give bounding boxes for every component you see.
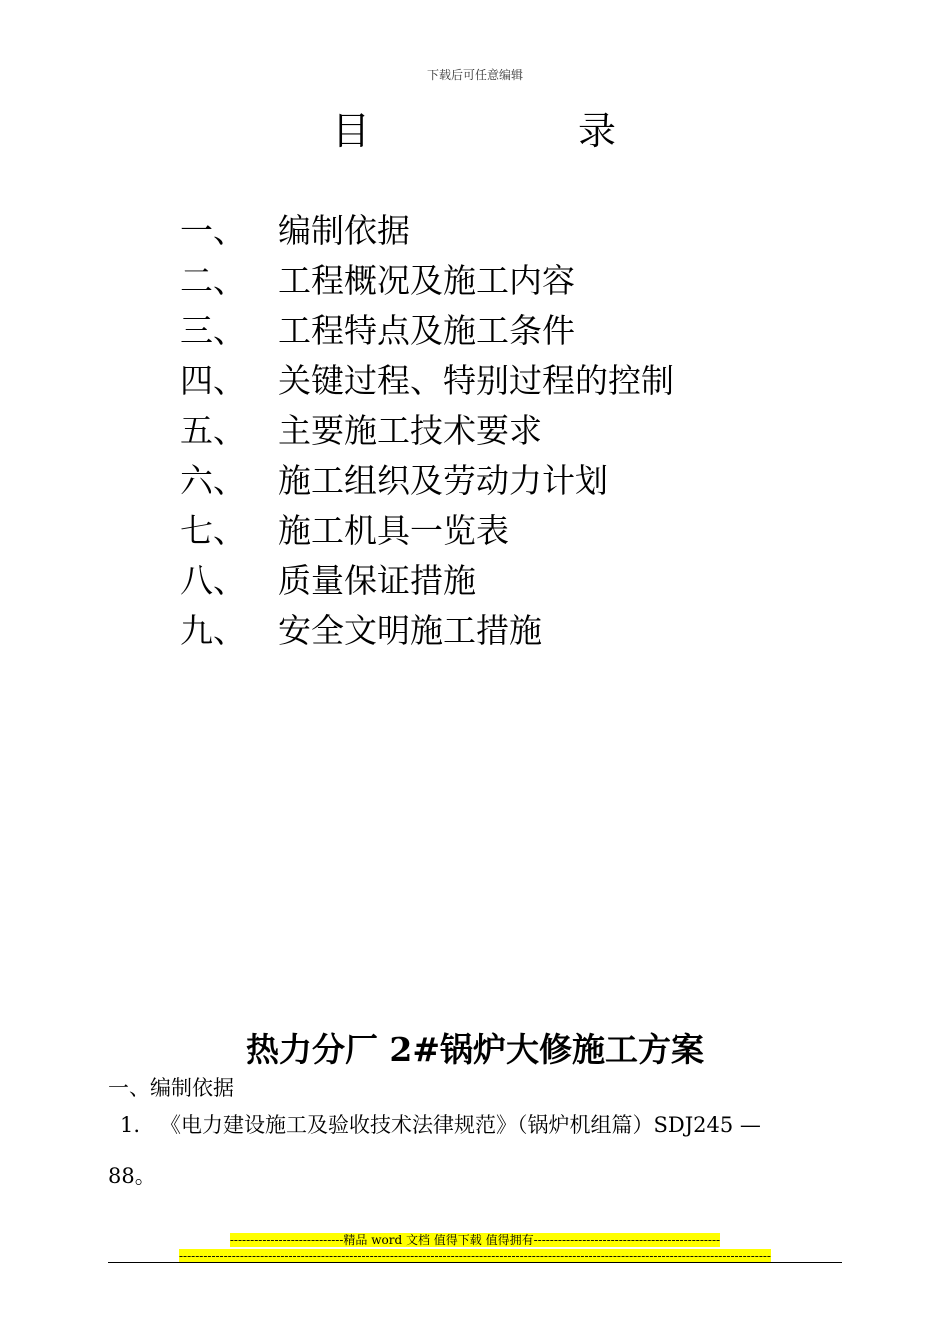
toc-item-number: 九、 [180, 611, 246, 650]
footer-dashes-text: -------------------------------------------------------------------------------------------------------------------------------------------------- [179, 1249, 771, 1263]
reference-text: 《电力建设施工及验收技术法律规范》（锅炉机组篇）SDJ245 — [160, 1113, 761, 1137]
toc-item-label: 关键过程、特别过程的控制 [278, 361, 674, 400]
toc-heading [0, 104, 950, 158]
toc-item-label: 编制依据 [278, 211, 410, 250]
toc-item [180, 606, 820, 656]
toc-item-number: 八、 [180, 561, 246, 600]
footer-banner [0, 1229, 950, 1246]
toc-heading-char-1: 目 [332, 109, 371, 153]
toc-item [180, 206, 820, 256]
section-heading: 一、编制依据 [108, 1076, 234, 1100]
toc-item-number: 四、 [180, 361, 246, 400]
footer-dashes [0, 1245, 950, 1262]
reference-number: 1. [120, 1113, 141, 1137]
toc-item [180, 306, 820, 356]
toc-item-number: 七、 [180, 511, 246, 550]
reference-text-continued: 88。 [108, 1164, 156, 1188]
toc-item [180, 506, 820, 556]
toc-item [180, 356, 820, 406]
toc-item-label: 施工机具一览表 [278, 511, 509, 550]
toc-item-label: 施工组织及劳动力计划 [278, 461, 608, 500]
footer-rule [108, 1262, 842, 1263]
footer-banner-text: ----------------------------精品 word 文档 值得下载 值得拥有---------------------------------------------- [229, 1233, 721, 1247]
toc-item-label: 质量保证措施 [278, 561, 476, 600]
toc-item [180, 256, 820, 306]
toc-item [180, 556, 820, 606]
toc-item-number: 六、 [180, 461, 246, 500]
toc-item-label: 主要施工技术要求 [278, 411, 542, 450]
toc-list [180, 206, 820, 656]
toc-item-number: 三、 [180, 311, 246, 350]
toc-item-label: 工程概况及施工内容 [278, 261, 575, 300]
toc-item-number: 一、 [180, 211, 246, 250]
header-note: 下载后可任意编辑 [426, 68, 523, 82]
reference-item [120, 1109, 761, 1141]
toc-item-number: 五、 [180, 411, 246, 450]
toc-item-label: 安全文明施工措施 [278, 611, 542, 650]
toc-item [180, 456, 820, 506]
toc-item [180, 406, 820, 456]
toc-item-label: 工程特点及施工条件 [278, 311, 575, 350]
document-title: 热力分厂 2#锅炉大修施工方案 [245, 1030, 705, 1069]
toc-heading-char-2: 录 [578, 109, 617, 153]
toc-item-number: 二、 [180, 261, 246, 300]
